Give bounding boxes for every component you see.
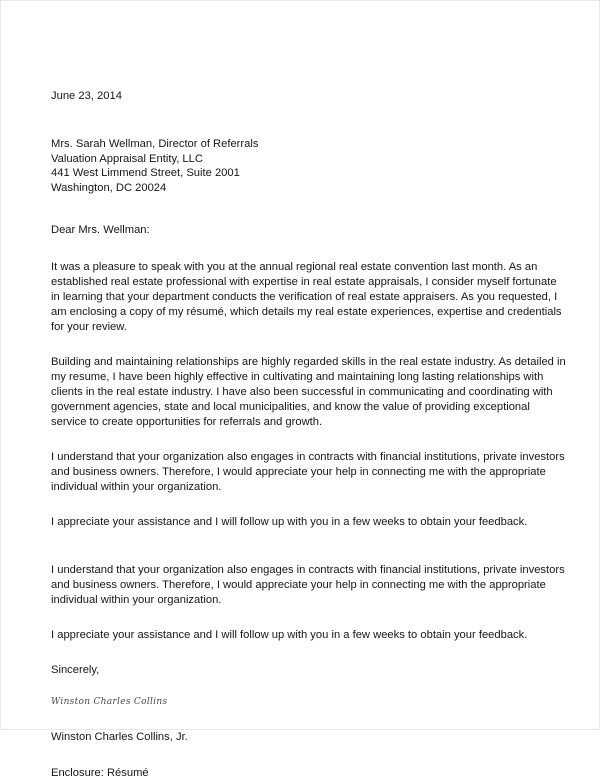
signer-name: Winston Charles Collins, Jr.: [51, 731, 188, 744]
recipient-line: Mrs. Sarah Wellman, Director of Referrals: [51, 138, 259, 150]
recipient-address-block: [51, 137, 567, 195]
body-paragraph: I appreciate your assistance and I will follow up with you in a few weeks to obtain your feedback.: [51, 629, 528, 642]
date-line: June 23, 2014: [51, 90, 122, 102]
body-paragraph: It was a pleasure to speak with you at the annual regional real estate convention last month. As an established real estate professional with expertise in real estate appraisals, I consider myself fortunate in learning that your department conducts the verification of real estate appraisers. As you requested, I am enclosing a copy of my résumé, which details my real estate experiences, expertise and credentials for your review.: [51, 261, 562, 334]
handwritten-signature: Winston Charles Collins: [51, 697, 168, 708]
letter-body: [51, 89, 567, 781]
section-spacer: [51, 550, 567, 563]
salutation: Dear Mrs. Wellman:: [51, 224, 150, 237]
recipient-line: 441 West Limmend Street, Suite 2001: [51, 167, 240, 180]
body-paragraph: I understand that your organization also engages in contracts with financial institutions, private investors and business owners. Therefore, I would appreciate your help in connecting me with the appropriate individual within your organization.: [51, 451, 565, 494]
body-paragraph: I appreciate your assistance and I will follow up with you in a few weeks to obtain your feedback.: [51, 516, 528, 529]
enclosure-line: Enclosure: Résumé: [51, 767, 149, 780]
body-paragraph: I understand that your organization also engages in contracts with financial institutions, private investors and business owners. Therefore, I would appreciate your help in connecting me with the appropriate individual within your organization.: [51, 564, 565, 607]
closing-line: Sincerely,: [51, 664, 100, 677]
recipient-line: Valuation Appraisal Entity, LLC: [51, 152, 203, 165]
body-paragraph: Building and maintaining relationships are highly regarded skills in the real estate industry. As detailed in my resume, I have been highly effective in cultivating and maintaining long lasting relationships with clients in the real estate industry. I have also been successful in communicating and coordinating with government agencies, state and local municipalities, and know the value of providing exceptional service to create opportunities for referrals and growth.: [51, 356, 566, 429]
recipient-line: Washington, DC 20024: [51, 181, 167, 194]
